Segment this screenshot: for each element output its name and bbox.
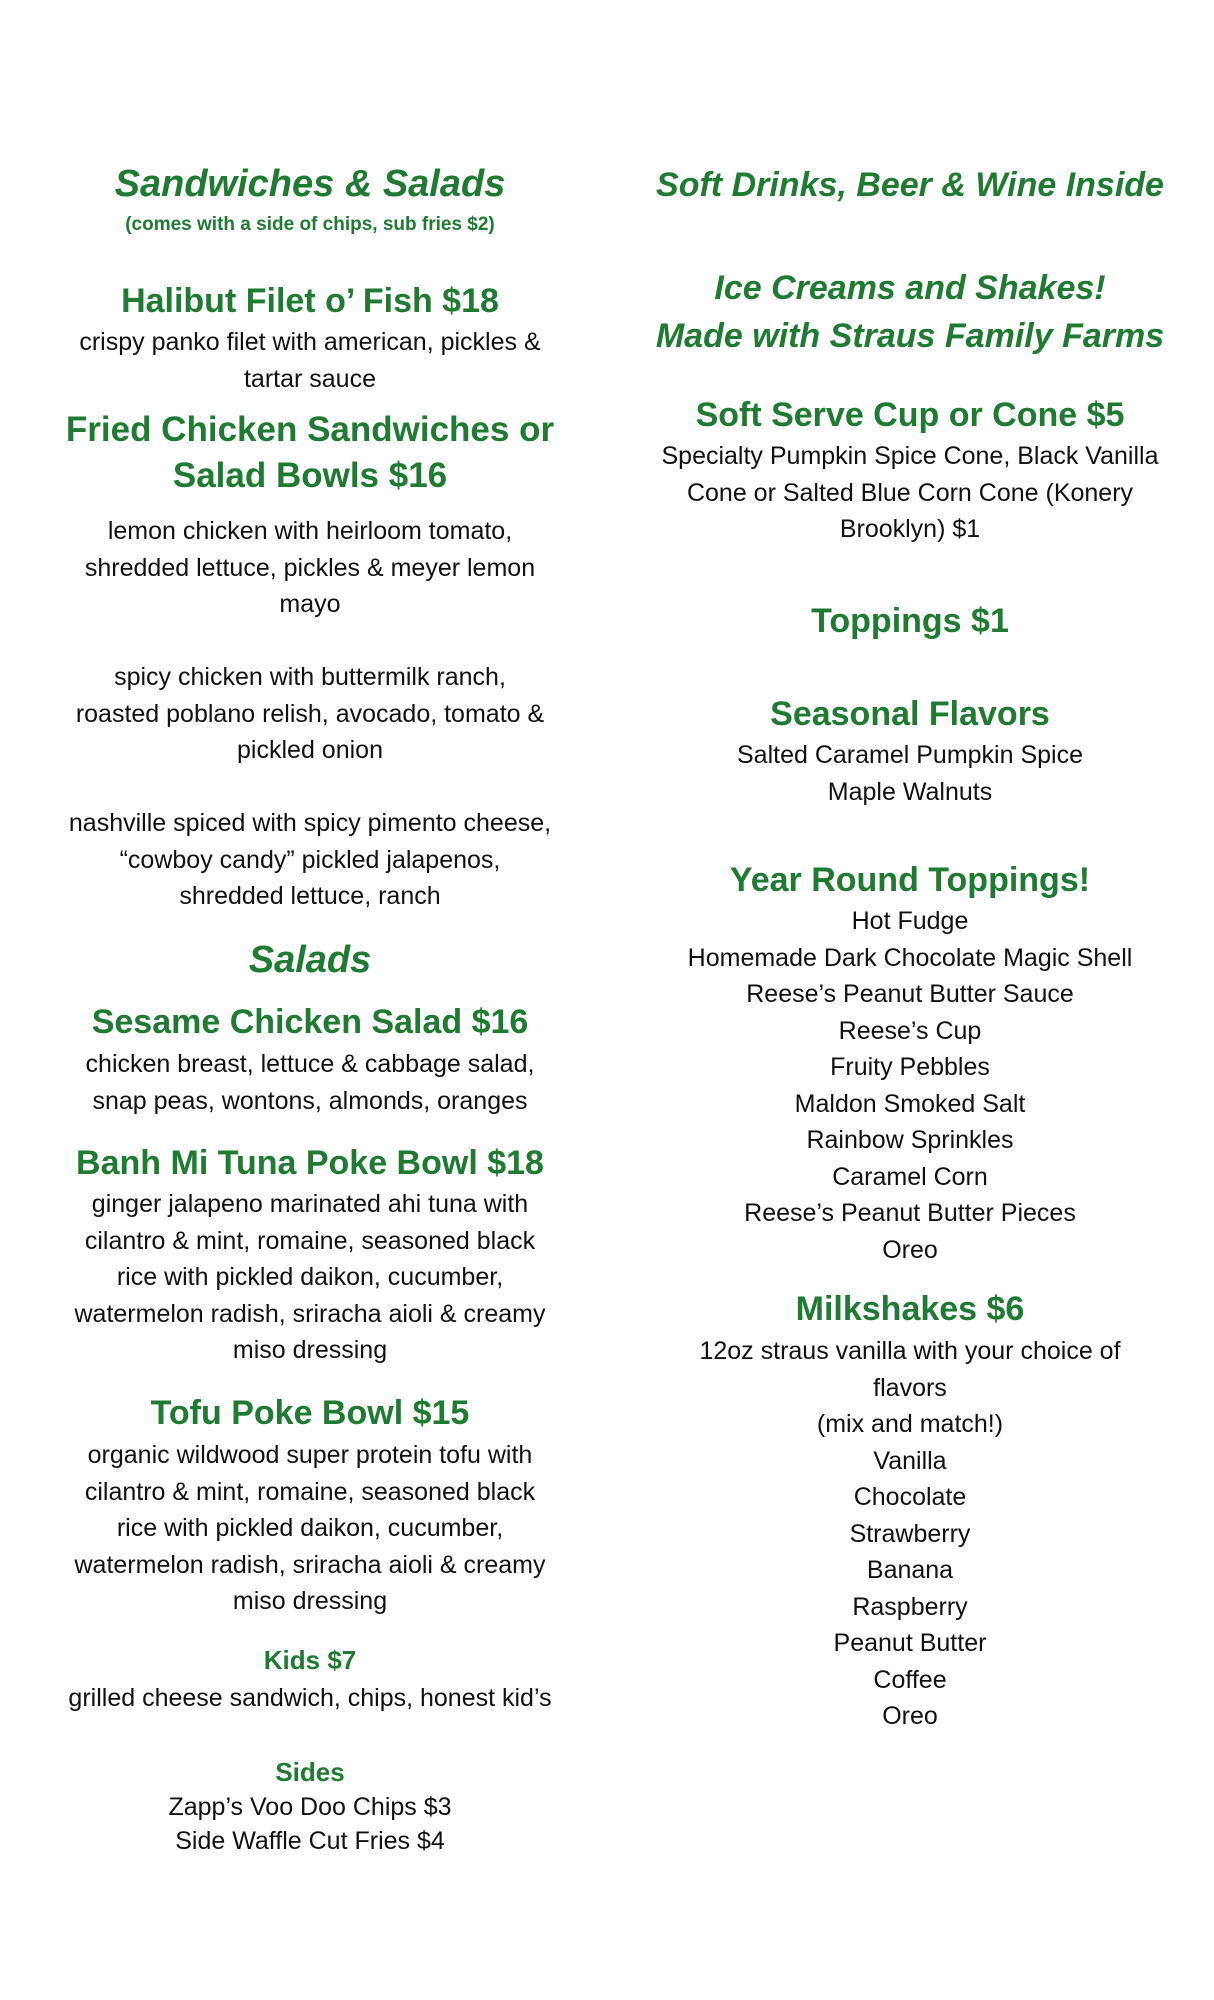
- description-line: Specialty Pumpkin Spice Cone, Black Vanilla: [661, 442, 1159, 470]
- milkshake-flavor: Oreo: [882, 1702, 938, 1730]
- description-line: rice with pickled daikon, cucumber,: [116, 1514, 504, 1542]
- description-line: organic wildwood super protein tofu with: [87, 1441, 533, 1469]
- item-seasonal-name: Seasonal Flavors: [770, 695, 1050, 733]
- topping-item: Maple Walnuts: [827, 777, 993, 806]
- section-title-toppings: Toppings $1: [811, 602, 1009, 640]
- description-line: shredded lettuce, ranch: [179, 882, 441, 910]
- item-sesame-name: Sesame Chicken Salad $16: [91, 1003, 529, 1041]
- description-line: mayo: [279, 590, 341, 618]
- item-soft-serve-description: [630, 438, 1190, 548]
- description-line: watermelon radish, sriracha aioli & creamy: [74, 1550, 546, 1579]
- item-banh-mi-description: [30, 1186, 590, 1369]
- item-halibut-name: Halibut Filet o’ Fish $18: [121, 282, 499, 320]
- item-fried-chicken-name: [30, 407, 590, 499]
- item-year-round-name: Year Round Toppings!: [729, 861, 1091, 899]
- description-line: roasted poblano relish, avocado, tomato &: [75, 699, 545, 728]
- fried-chicken-lemon-description: [30, 513, 590, 623]
- topping-item: Reese’s Cup: [838, 1016, 982, 1045]
- milkshake-flavor: Vanilla: [873, 1446, 947, 1475]
- description-line: snap peas, wontons, almonds, oranges: [92, 1086, 528, 1115]
- section-title-ice-creams: [630, 264, 1190, 360]
- description-line: cilantro & mint, romaine, seasoned black: [84, 1477, 536, 1506]
- milkshake-flavor: Peanut Butter: [833, 1629, 987, 1657]
- description-line: pickled onion: [237, 736, 383, 764]
- milkshake-line: (mix and match!): [816, 1410, 1004, 1438]
- heading-line: Fried Chicken Sandwiches or: [65, 410, 555, 449]
- milkshake-flavor: Banana: [866, 1556, 954, 1584]
- section-title-salads: Salads: [248, 939, 372, 981]
- topping-item: Reese’s Peanut Butter Pieces: [744, 1199, 1076, 1227]
- description-line: “cowboy candy” pickled jalapenos,: [119, 845, 501, 874]
- milkshake-flavor: Strawberry: [849, 1519, 971, 1548]
- item-seasonal-list: [630, 737, 1190, 810]
- topping-item: Fruity Pebbles: [830, 1053, 990, 1081]
- description-line: chicken breast, lettuce & cabbage salad,: [85, 1050, 535, 1078]
- heading-line: Salad Bowls $16: [172, 456, 448, 495]
- sides-line: Zapp’s Voo Doo Chips $3: [168, 1793, 452, 1821]
- item-kids-name: Kids $7: [263, 1645, 357, 1675]
- item-milkshakes-list: [630, 1333, 1190, 1735]
- milkshake-flavor: Coffee: [873, 1665, 947, 1694]
- item-banh-mi-name: Banh Mi Tuna Poke Bowl $18: [76, 1144, 544, 1182]
- item-halibut-description: [30, 324, 590, 397]
- description-line: spicy chicken with buttermilk ranch,: [114, 663, 506, 691]
- item-sides-list: [30, 1790, 590, 1858]
- description-line: Brooklyn) $1: [839, 515, 981, 543]
- topping-item: Caramel Corn: [832, 1162, 988, 1191]
- section-title-sandwiches-salads: Sandwiches & Salads: [114, 163, 506, 205]
- description-line: lemon chicken with heirloom tomato,: [107, 517, 513, 545]
- fried-chicken-spicy-description: [30, 659, 590, 769]
- fried-chicken-nashville-description: [30, 805, 590, 915]
- section-title-drinks: Soft Drinks, Beer & Wine Inside: [656, 166, 1164, 204]
- item-milkshakes-name: Milkshakes $6: [795, 1290, 1025, 1328]
- topping-item: Maldon Smoked Salt: [794, 1089, 1026, 1118]
- description-line: nashville spiced with spicy pimento cheese,: [68, 809, 552, 837]
- heading-line: Ice Creams and Shakes!: [714, 269, 1106, 307]
- description-line: Cone or Salted Blue Corn Cone (Konery: [686, 478, 1134, 507]
- item-year-round-list: [630, 903, 1190, 1268]
- description-line: shredded lettuce, pickles & meyer lemon: [84, 553, 536, 582]
- topping-item: Reese’s Peanut Butter Sauce: [746, 980, 1074, 1008]
- item-sides-name: Sides: [275, 1757, 345, 1787]
- topping-item: Homemade Dark Chocolate Magic Shell: [687, 943, 1133, 972]
- description-line: cilantro & mint, romaine, seasoned black: [84, 1226, 536, 1255]
- item-tofu-description: [30, 1437, 590, 1620]
- milkshake-line: 12oz straus vanilla with your choice of: [699, 1337, 1121, 1365]
- item-tofu-name: Tofu Poke Bowl $15: [150, 1394, 470, 1432]
- sides-line: Side Waffle Cut Fries $4: [175, 1827, 445, 1855]
- topping-item: Hot Fudge: [851, 907, 969, 935]
- description-line: miso dressing: [232, 1336, 388, 1364]
- topping-item: Oreo: [882, 1235, 938, 1264]
- description-line: watermelon radish, sriracha aioli & creamy: [74, 1299, 546, 1328]
- sandwiches-subtitle: (comes with a side of chips, sub fries $2): [125, 214, 495, 235]
- item-kids-description: grilled cheese sandwich, chips, honest kid’s: [68, 1684, 552, 1712]
- description-line: tartar sauce: [243, 364, 376, 393]
- item-soft-serve-name: Soft Serve Cup or Cone $5: [695, 396, 1125, 434]
- description-line: miso dressing: [232, 1587, 388, 1615]
- description-line: crispy panko filet with american, pickles &: [79, 328, 541, 356]
- milkshake-flavor: Chocolate: [853, 1483, 967, 1511]
- topping-item: Salted Caramel Pumpkin Spice: [737, 741, 1083, 769]
- description-line: rice with pickled daikon, cucumber,: [116, 1263, 504, 1291]
- topping-item: Rainbow Sprinkles: [806, 1126, 1014, 1154]
- milkshake-line: flavors: [873, 1373, 947, 1402]
- heading-line: Made with Straus Family Farms: [655, 317, 1165, 355]
- item-sesame-description: [30, 1046, 590, 1119]
- milkshake-flavor: Raspberry: [852, 1592, 968, 1621]
- description-line: ginger jalapeno marinated ahi tuna with: [91, 1190, 529, 1218]
